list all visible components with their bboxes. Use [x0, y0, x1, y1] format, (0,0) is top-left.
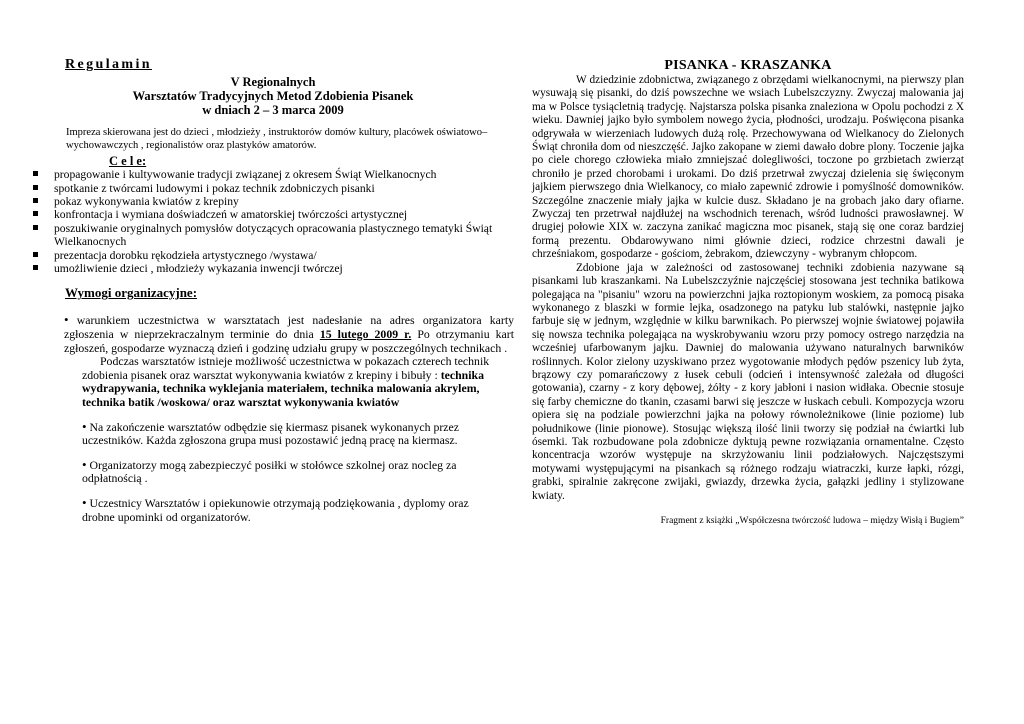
square-bullet-icon — [33, 198, 38, 203]
source-note: Fragment z książki „Współczesna twórczość ludowa – między Wisłą i Bugiem” — [660, 516, 964, 526]
requirement-techniques: Podczas warsztatów istnieje możliwość uczestnictwa w pokazach czterech technik zdobienia pisanek oraz warsztat wykonywania kwiatów z krepiny i bibuły : technika wydrapywania, technika wyklejania materiałem, technika malowania akrylem, technika batik /woskowa/ oraz warsztat wykonywania kwiatów — [82, 354, 490, 409]
bullet-icon: • — [82, 418, 87, 434]
article-paragraph-2: Zdobione jaja w zależności od zastosowanej techniki zdobienia nazywane są pisankami lub kraszankami. Na Lubelszczyźnie najczęściej stosowana jest technika batikowa polegająca na "pisaniu" wzoru na powierzchni jajka roztopionym woskiem, za pomocą pisaka wykonanego z blaszki w formie lejka, osadzonego na patyku lub stalówki, następnie jajko farbuje się w jednym, względnie w kilku barwnikach. Po pierwszej wojnie światowej pojawiła się nowsza technika polegająca na wyskrobywaniu wzoru przy pomocy ostrego narzędzia na wcześniej ufarbowanym jajku. Dawniej do malowania używano naturalnych barwników roślinnych. Kolor zielony uzyskiwano przez wygotowanie młodych pędów pszenicy lub żyta, brązowy czy pomarańczowy z łusek cebuli (odcień i intensywność zależała od długości gotowania), czarny - z kory dębowej, żółty - z kory jabłoni i nasion widłaka. Obecnie stosuje się farby chemiczne do tkanin, czasami barwi się jeszcze w łuskach cebuli. Kompozycja wzoru opiera się na podziale powierzchni jajka na połowy równoleżnikowe (linie poziome) lub południkowe (linie pionowe). Stosując większą ilość linii tworzy się podział na ćwiartki lub ósemki. Tak rozbudowane pola zdobnicze dyktują pewne rozwiązania ornamentalne. Często koncentracja wzorów występuje na skrzyżowaniu linii podziałowych. Najczęstszymi motywami występującymi na pisankach są różnego rodzaju wiatraczki, kurze łapki, rózgi, grabki, spiralnie zakręcone zwijaki, gwiazdy, drzewka życia, gałązki jedliny i stylizowane kwiaty. — [532, 261, 964, 502]
requirement-registration: • warunkiem uczestnictwa w warsztatach jest nadesłanie na adres organizatora karty zgłoszenia w nieprzekraczalnym terminie do dnia 15 lutego 2009 r. Po otrzymaniu kart zgłoszeń, gospodarze wyznaczą dzień i godzinę udziału grupy w poszczególnych technikach . — [64, 312, 515, 355]
techniques-list: technika wydrapywania, technika wyklejania materiałem, technika malowania akrylem, technika batik /woskowa/ oraz warsztat wykonywania kwiatów — [82, 367, 484, 409]
goal-item: prezentacja dorobku rękodzieła artystycznego /wystawa/ — [32, 249, 514, 262]
fair-paragraph: • Na zakończenie warsztatów odbędzie się kiermasz pisanek wykonanych przez uczestników. Każda zgłoszona grupa musi pozostawić jedną pracę na kiermasz. — [82, 418, 459, 448]
goals-list — [32, 168, 514, 275]
intro-text: Impreza skierowana jest do dzieci , młodzieży , instruktorów domów kultury, placówek oświatowo–wychowawczych , regionalistów oraz plastyków amatorów. — [66, 127, 488, 151]
left-column — [32, 58, 514, 524]
heading-line-2: Warsztatów Tradycyjnych Metod Zdobienia Pisanek — [132, 89, 414, 103]
goal-item: umożliwienie dzieci , młodzieży wykazania inwencji twórczej — [32, 262, 514, 275]
goals-title: C e l e: — [109, 154, 147, 169]
square-bullet-icon — [33, 225, 38, 230]
square-bullet-icon — [33, 171, 38, 176]
awards-paragraph: • Uczestnicy Warsztatów i opiekunowie otrzymają podziękowania , dyplomy oraz drobne upominki od organizatorów. — [82, 494, 469, 524]
bullet-icon: • — [82, 456, 87, 472]
right-column — [532, 58, 964, 527]
square-bullet-icon — [33, 265, 38, 270]
regulamin-title: Regulamin — [65, 57, 152, 72]
meals-paragraph: • Organizatorzy mogą zabezpieczyć posiłki w stołówce szkolnej oraz nocleg za odpłatnością . — [82, 456, 457, 486]
square-bullet-icon — [33, 185, 38, 190]
bullet-icon: • — [64, 312, 69, 328]
goal-item: propagowanie i kultywowanie tradycji związanej z okresem Świąt Wielkanocnych — [32, 168, 514, 181]
heading-line-3: w dniach 2 – 3 marca 2009 — [202, 103, 344, 117]
goal-item: spotkanie z twórcami ludowymi i pokaz technik zdobniczych pisanki — [32, 182, 514, 195]
goal-item: konfrontacja i wymiana doświadczeń w amatorskiej twórczości artystycznej — [32, 208, 514, 221]
heading-line-1: V Regionalnych — [230, 75, 316, 89]
requirements-title: Wymogi organizacyjne: — [65, 285, 198, 301]
square-bullet-icon — [33, 252, 38, 257]
article-title: PISANKA - KRASZANKA — [664, 58, 832, 73]
square-bullet-icon — [33, 211, 38, 216]
bullet-icon: • — [82, 494, 87, 510]
goal-item: pokaz wykonywania kwiatów z krepiny — [32, 195, 514, 208]
goal-item: poszukiwanie oryginalnych pomysłów dotyczących opracowania plastycznego tematyki Świąt Wielkanocnych — [32, 222, 514, 249]
workshop-heading — [32, 75, 514, 117]
article-paragraph-1: W dziedzinie zdobnictwa, związanego z obrzędami wielkanocnymi, na pierwszy plan wysuwają się pisanki, do dziś powszechne we wsiach Lubelszczyzny. Zwyczaj malowania jaj ma w Polsce tysiącletnią tradycję. Najstarsza polska pisanka znaleziona w Opolu pochodzi z X wieku. Dawniej jajko było symbolem nowego życia, płodności, urodzaju. Poświęcona pisanka odgrywała w wierzeniach ludowych dużą rolę. Przechowywana od Wielkanocy do Zielonych Świąt chroniła dom od nieszczęść. Jajko zakopane w ziemi dawało dobre plony. Toczenie jajka po ciele chorego człowieka miało zmniejszać dolegliwości, toczone po grzbietach zwierząt chroniło je przed chorobami i urokami. Do dziś przetrwał zwyczaj dzielenia się święconym jajkiem pierwszego dnia Wielkanocy, co miało zapewnić zdrowie i pomyślność domowników. Szczególne znaczenie miały jajka w kulcie dusz. Składano je na grobach jako dary ofiarne. Zwyczaj ten przetrwał najdłużej na wschodnich terenach, wśród ludności prawosławnej. W drugiej połowie XIX w. zaczyna zanikać magiczna moc pisanek, stają się one coraz bardziej formą prezentu. Obdarowywano nimi głównie dzieci, rodzice chrzestni dawali je chrześniakom, gospodarze - gościom, żebrakom, dziewczyny - wybranym chłopcom. — [532, 74, 964, 261]
deadline-date: 15 lutego 2009 r. — [319, 327, 412, 342]
